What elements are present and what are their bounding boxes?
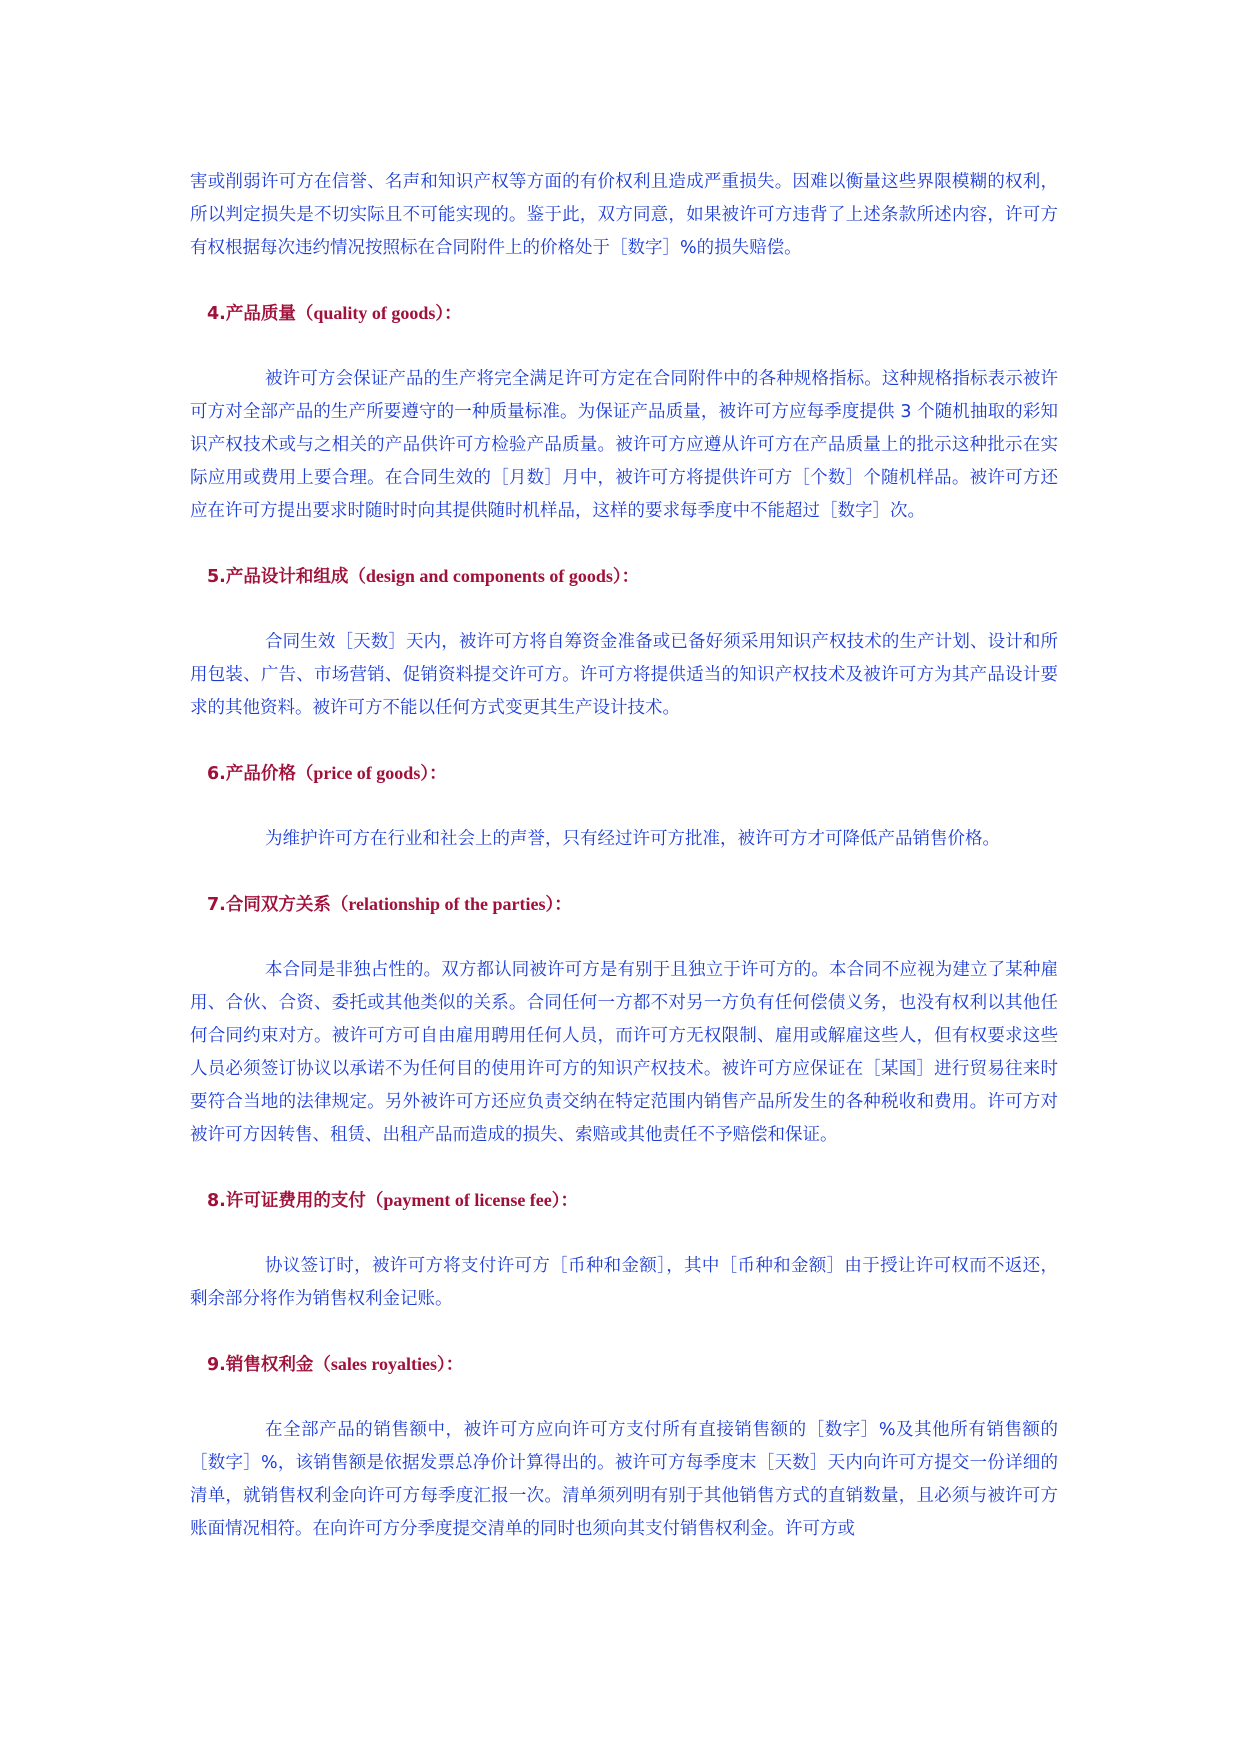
section-5-heading [190, 560, 1058, 594]
section-8-number: 8. [207, 1191, 226, 1211]
section-8-title-end: ）： [551, 1191, 579, 1211]
section-8-paragraph: 协议签订时，被许可方将支付许可方［币种和金额］，其中［币种和金额］由于授让许可权而不返还，剩余部分将作为销售权利金记账。 [190, 1256, 1058, 1309]
section-9-number: 9. [207, 1355, 226, 1375]
section-9-title-cn: 销售权利金（ [225, 1355, 331, 1375]
section-4-number: 4. [207, 304, 226, 324]
section-6-heading [190, 757, 1058, 791]
section-7-title-en: relationship of the parties [348, 894, 546, 914]
section-6-title-en: price of goods [313, 763, 421, 783]
section-5-title-cn: 产品设计和组成（ [225, 567, 366, 587]
section-7-paragraph: 本合同是非独占性的。双方都认同被许可方是有别于且独立于许可方的。本合同不应视为建立了某种雇用、合伙、合资、委托或其他类似的关系。合同任何一方都不对另一方负有任何偿债义务，也没有权利以其他任何合同约束对方。被许可方可自由雇用聘用任何人员，而许可方无权限制、雇用或解雇这些人，但有权要求这些人员必须签订协议以承诺不为任何目的使用许可方的知识产权技术。被许可方应保证在［某国］进行贸易往来时要符合当地的法律规定。另外被许可方还应负责交纳在特定范围内销售产品所发生的各种税收和费用。许可方对被许可方因转售、租赁、出租产品而造成的损失、索赔或其他责任不予赔偿和保证。 [190, 960, 1058, 1145]
section-9-title-en: sales royalties [330, 1354, 437, 1374]
intro-paragraph: 害或削弱许可方在信誉、名声和知识产权等方面的有价权利且造成严重损失。因难以衡量这些界限模糊的权利，所以判定损失是不切实际且不可能实现的。鉴于此，双方同意，如果被许可方违背了上述条款所述内容，许可方有权根据每次违约情况按照标在合同附件上的价格处于［数字］%的损失赔偿。 [190, 172, 1058, 258]
section-5-title-en: design and components of goods [365, 566, 613, 586]
document-page [190, 166, 1058, 1546]
section-6-title-end: ）： [420, 764, 447, 784]
section-9-title-end: ）： [436, 1355, 464, 1375]
section-4-title-cn: 产品质量（ [225, 304, 314, 324]
section-7-heading [190, 888, 1058, 922]
section-7-title-end: ）： [545, 895, 572, 915]
section-6-number: 6. [207, 764, 226, 784]
section-4-title-en: quality of goods [313, 303, 436, 323]
section-5-paragraph: 合同生效［天数］天内，被许可方将自筹资金准备或已备好须采用知识产权技术的生产计划、设计和所用包装、广告、市场营销、促销资料提交许可方。许可方将提供适当的知识产权技术及被许可方为其产品设计要求的其他资料。被许可方不能以任何方式变更其生产设计技术。 [190, 632, 1058, 718]
section-8-title-en: payment of license fee [383, 1190, 552, 1210]
section-5-title-end: ）： [612, 567, 640, 587]
section-8-title-cn: 许可证费用的支付（ [225, 1191, 384, 1211]
section-4-paragraph: 被许可方会保证产品的生产将完全满足许可方定在合同附件中的各种规格指标。这种规格指标表示被许可方对全部产品的生产所要遵守的一种质量标准。为保证产品质量，被许可方应每季度提供 3 个随机抽取的彩知识产权技术或与之相关的产品供许可方检验产品质量。被许可方应遵从许可方在产品质量上的批示这种批示在实际应用或费用上要合理。在合同生效的［月数］月中，被许可方将提供许可方［个数］个随机样品。被许可方还应在许可方提出要求时随时时向其提供随时机样品，这样的要求每季度中不能超过［数字］次。 [190, 369, 1058, 521]
section-7-title-cn: 合同双方关系（ [225, 895, 349, 915]
section-7-number: 7. [207, 895, 226, 915]
section-4-heading [190, 297, 1058, 331]
section-5-number: 5. [207, 567, 226, 587]
section-6-paragraph: 为维护许可方在行业和社会上的声誉，只有经过许可方批准，被许可方才可降低产品销售价格。 [265, 829, 1000, 849]
section-8-heading [190, 1184, 1058, 1218]
section-9-heading [190, 1348, 1058, 1382]
section-4-title-end: ）： [435, 304, 462, 324]
section-6-title-cn: 产品价格（ [225, 764, 314, 784]
section-9-paragraph: 在全部产品的销售额中，被许可方应向许可方支付所有直接销售额的［数字］%及其他所有销售额的［数字］%，该销售额是依据发票总净价计算得出的。被许可方每季度末［天数］天内向许可方提交一份详细的清单，就销售权利金向许可方每季度汇报一次。清单须列明有别于其他销售方式的直销数量，且必须与被许可方账面情况相符。在向许可方分季度提交清单的同时也须向其支付销售权利金。许可方或 [190, 1420, 1058, 1539]
